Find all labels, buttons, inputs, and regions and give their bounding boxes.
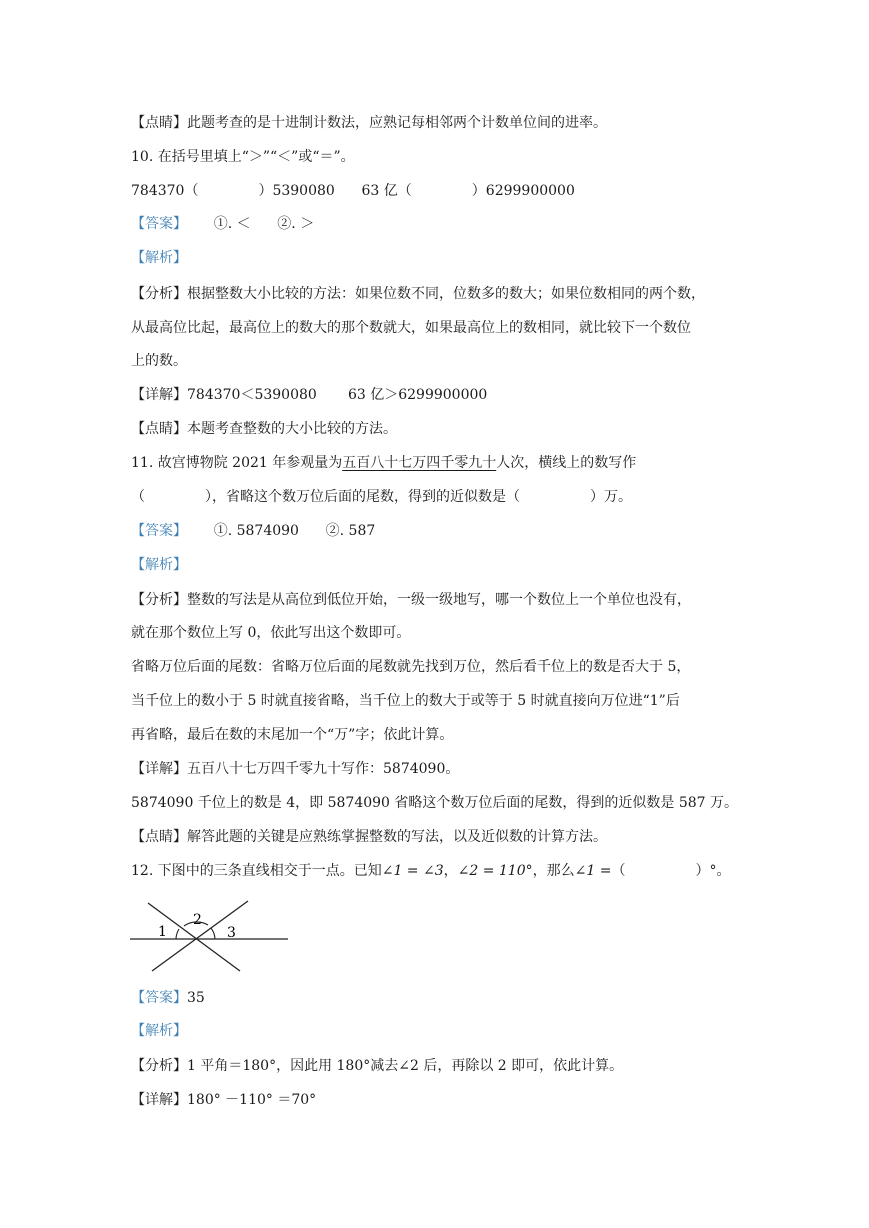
angle-label-2: 2	[193, 912, 202, 928]
q10-answer-text: ①. ＜ ②. ＞	[213, 216, 315, 232]
q11-jiexi-label: 【解析】	[131, 557, 187, 573]
q12-math-3: ∠1 =	[574, 863, 612, 879]
q12-paren-close: ）°。	[695, 863, 731, 879]
q10-right1: ）5390080	[258, 183, 335, 199]
q10-tip: 【点睛】本题考查整数的大小比较的方法。	[131, 421, 397, 437]
q10-left1: 784370（	[131, 183, 199, 199]
q10-detail	[131, 385, 487, 405]
q11-analysis-3: 省略万位后面的尾数：省略万位后面的尾数就先找到万位，然后看千位上的数是否大于 5，	[131, 659, 691, 675]
q11-stem-pre: 11. 故宫博物院 2021 年参观量为	[131, 455, 343, 471]
q10-blanks	[131, 181, 575, 201]
q12-jiexi-label: 【解析】	[131, 1023, 187, 1039]
answer-label: 【答案】	[131, 216, 187, 232]
q11-answer	[131, 521, 375, 541]
q11-stem-underline: 五百八十七万四千零九十	[342, 455, 497, 471]
q11-stem2-b: ），省略这个数万位后面的尾数，得到的近似数是（	[205, 489, 520, 505]
q10-answer	[131, 214, 314, 234]
q11-detail-1: 【详解】五百八十七万四千零九十写作：5874090。	[131, 761, 460, 777]
answer-label: 【答案】	[131, 523, 187, 539]
q12-stem-mid: ，那么	[532, 863, 575, 879]
q10-stem: 10. 在括号里填上“＞”“＜”或“＝”。	[131, 149, 355, 165]
q10-left2: 63 亿（	[361, 183, 412, 199]
q10-analysis-1: 【分析】根据整数大小比较的方法：如果位数不同，位数多的数大；如果位数相同的两个数，	[131, 286, 705, 302]
angle-3-arc	[211, 928, 215, 939]
angle-label-1: 1	[158, 924, 167, 940]
q12-stem	[131, 861, 730, 881]
q10-analysis-2: 从最高位比起，最高位上的数大的那个数就大，如果最高位上的数相同，就比较下一个数位	[131, 320, 691, 336]
q11-analysis-4: 当千位上的数小于 5 时就直接省略，当千位上的数大于或等于 5 时就直接向万位进“1”后	[131, 693, 680, 709]
q10-jiexi-label: 【解析】	[131, 250, 187, 266]
q11-detail-2: 5874090 千位上的数是 4，即 5874090 省略这个数万位后面的尾数，得到的近似数是 587 万。	[131, 795, 739, 811]
q11-analysis-2: 就在那个数位上写 0，依此写出这个数即可。	[131, 625, 411, 641]
answer-label: 【答案】	[131, 990, 187, 1006]
q11-stem	[131, 453, 636, 473]
q11-stem-2	[131, 487, 632, 507]
q11-paren-a: （	[131, 489, 145, 505]
q10-analysis-3: 上的数。	[131, 353, 187, 369]
q12-stem-pre: 12. 下图中的三条直线相交于一点。已知	[131, 863, 382, 879]
q12-answer-text: 35	[187, 990, 205, 1006]
q12-answer	[131, 988, 205, 1008]
q11-analysis-5: 再省略，最后在数的末尾加一个“万”字；依此计算。	[131, 727, 454, 743]
angle-1-arc	[176, 929, 179, 939]
q10-detail-prefix: 【详解】784370＜5390080	[131, 387, 317, 403]
q10-right2: ）6299900000	[471, 183, 575, 199]
q12-detail: 【详解】180° －110° ＝70°	[131, 1092, 317, 1108]
q12-comma: ，	[443, 863, 458, 879]
q11-tip: 【点睛】解答此题的关键是应熟练掌握整数的写法，以及近似数的计算方法。	[131, 829, 607, 845]
q12-paren: （	[611, 863, 626, 879]
q11-stem2-c: ）万。	[590, 489, 632, 505]
angle-label-3: 3	[227, 925, 236, 941]
q11-analysis-1: 【分析】整数的写法是从高位到低位开始，一级一级地写，哪一个数位上一个单位也没有，	[131, 592, 691, 608]
q10-detail-rest: 63 亿＞6299900000	[347, 387, 488, 403]
q12-math-2: ∠2 = 110°	[457, 863, 533, 879]
q9-tip: 【点睛】此题考查的是十进制计数法，应熟记每相邻两个计数单位间的进率。	[131, 115, 607, 131]
q12-math-1: ∠1 = ∠3	[381, 863, 444, 879]
q12-analysis: 【分析】1 平角＝180°，因此用 180°减去∠2 后，再除以 2 即可，依此计算。	[131, 1058, 624, 1074]
q11-answer-text: ①. 5874090 ②. 587	[213, 523, 376, 539]
q11-stem-post: 人次，横线上的数写作	[496, 455, 637, 471]
intersecting-lines-figure	[128, 895, 293, 975]
